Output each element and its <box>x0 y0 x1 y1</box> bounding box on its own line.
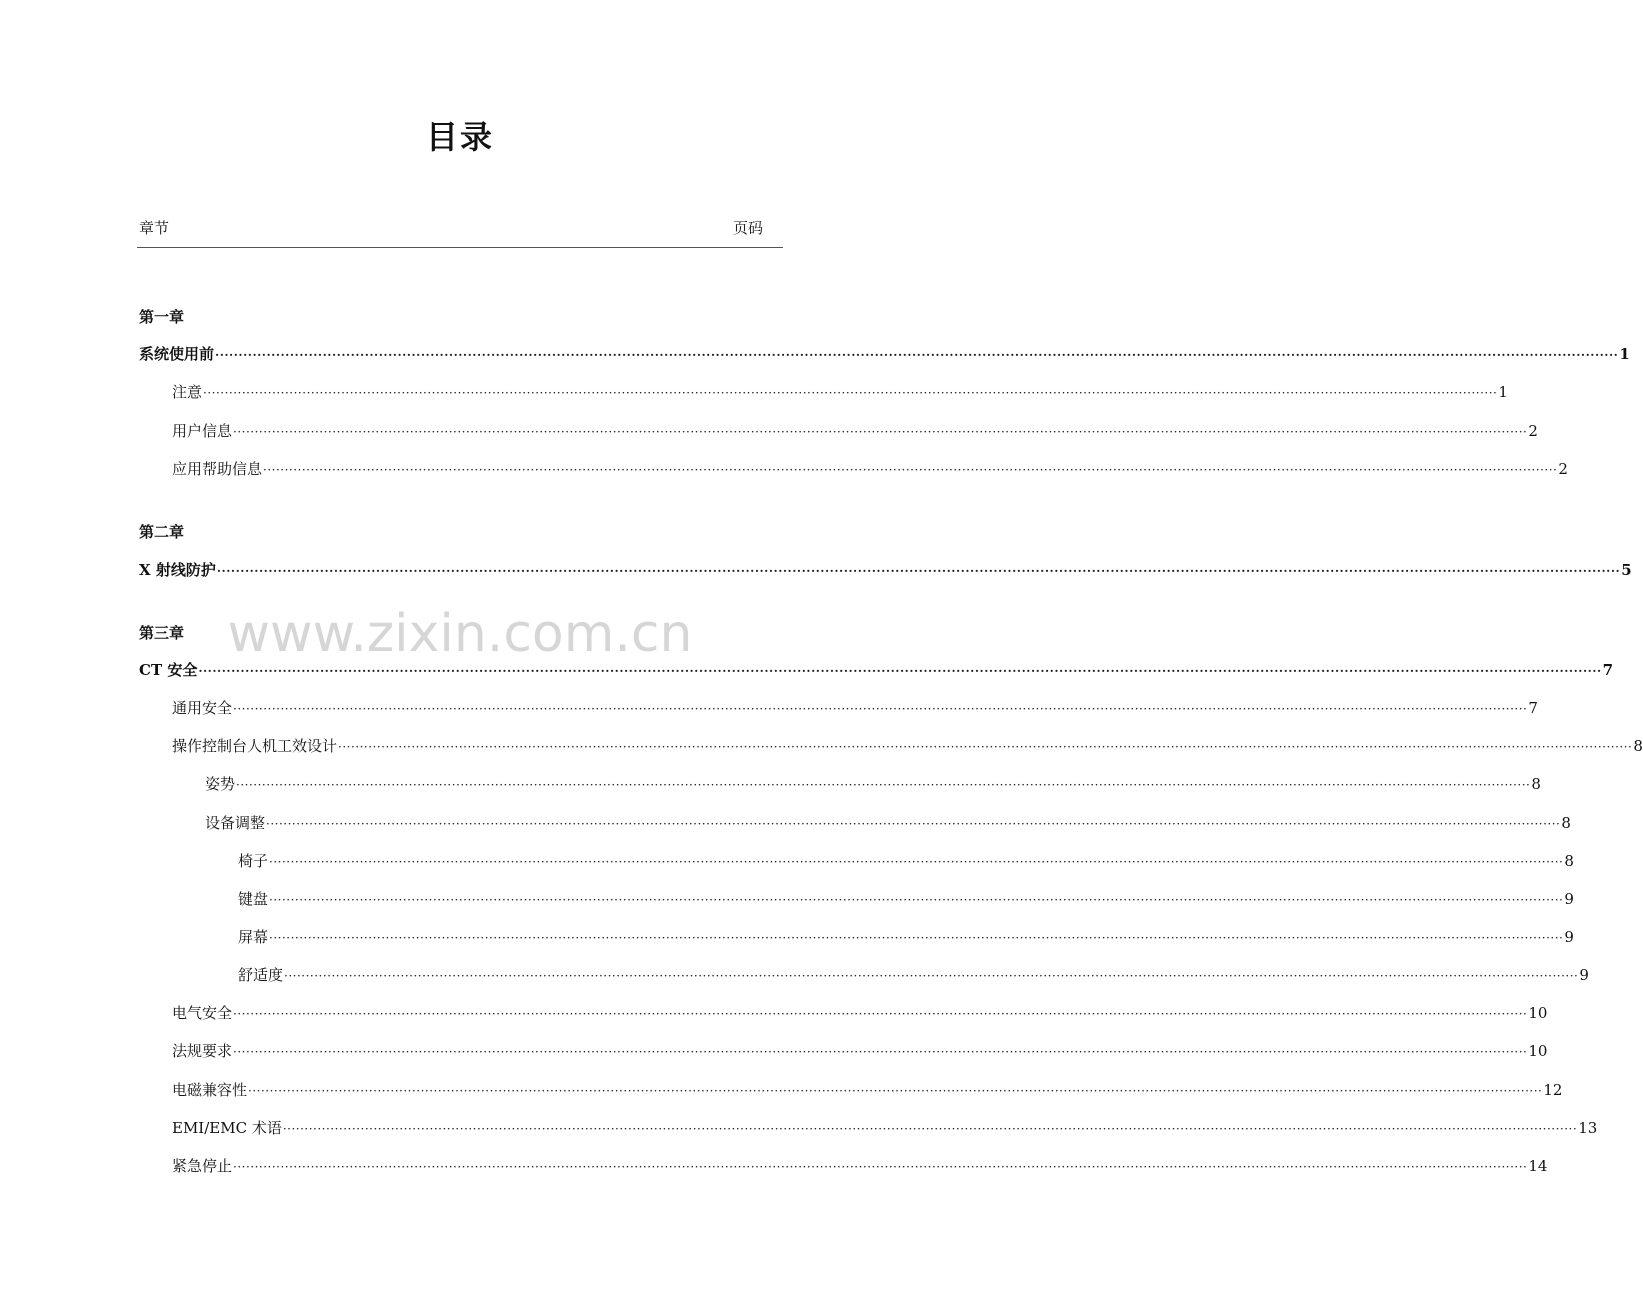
toc-entry[interactable] <box>172 381 1508 403</box>
toc-entry-label: 电磁兼容性 <box>172 1081 248 1099</box>
leader-dots: ············································································································································································································································································································ <box>282 1122 1578 1136</box>
toc-entry-page: 8 <box>1633 737 1643 755</box>
leader-dots: ············································································································································································································································································································ <box>233 702 1528 716</box>
leader-dots: ············································································································································································································································································································ <box>233 425 1528 439</box>
leader-dots: ············································································································································································································································································································ <box>216 564 1621 578</box>
toc-entry-label: 舒适度 <box>238 966 284 984</box>
toc-entry[interactable] <box>139 559 1632 581</box>
toc-entry[interactable] <box>172 735 1643 757</box>
toc-entry[interactable] <box>238 926 1574 948</box>
toc-entry-label: EMI/EMC 术语 <box>172 1119 282 1137</box>
toc-entry[interactable] <box>172 458 1568 480</box>
toc-entry-page: 9 <box>1564 928 1574 946</box>
leader-dots: ············································································································································································································································································································ <box>233 1045 1528 1059</box>
leader-dots: ············································································································································································································································································································ <box>215 348 1619 362</box>
toc-entry[interactable] <box>172 1155 1548 1177</box>
toc-entry-label: 通用安全 <box>172 699 233 717</box>
toc-entry-page: 14 <box>1528 1157 1548 1175</box>
chapter-heading: 第一章 <box>139 308 185 326</box>
leader-dots: ············································································································································································································································································································ <box>198 664 1602 678</box>
toc-entry-label: 操作控制台人机工效设计 <box>172 737 338 755</box>
toc-entry-page: 12 <box>1543 1081 1563 1099</box>
toc-entry[interactable] <box>172 1117 1598 1139</box>
toc-entry-page: 10 <box>1528 1042 1548 1060</box>
toc-entry[interactable] <box>238 850 1574 872</box>
toc-entry-page: 9 <box>1564 890 1574 908</box>
toc-entry-page: 9 <box>1579 966 1589 984</box>
leader-dots: ············································································································································································································································································································ <box>263 463 1558 477</box>
leader-dots: ············································································································································································································································································································ <box>248 1084 1543 1098</box>
toc-entry-page: 8 <box>1564 852 1574 870</box>
toc-entry[interactable] <box>205 812 1571 834</box>
leader-dots: ············································································································································································································································································································ <box>266 817 1561 831</box>
toc-entry-label: 椅子 <box>238 852 269 870</box>
leader-dots: ············································································································································································································································································································ <box>233 1007 1528 1021</box>
toc-entry-label: 系统使用前 <box>139 345 215 363</box>
leader-dots: ············································································································································································································································································································ <box>269 931 1564 945</box>
toc-entry-page: 10 <box>1528 1004 1548 1022</box>
section-column-label: 章节 <box>139 219 170 237</box>
toc-entry-page: 1 <box>1619 345 1630 363</box>
toc-entry[interactable] <box>238 888 1574 910</box>
toc-entry-label: CT 安全 <box>139 661 198 679</box>
toc-entry-label: 法规要求 <box>172 1042 233 1060</box>
toc-entry[interactable] <box>139 659 1614 681</box>
leader-dots: ············································································································································································································································································································ <box>284 969 1579 983</box>
toc-entry-label: 应用帮助信息 <box>172 460 263 478</box>
toc-entry-page: 5 <box>1621 561 1632 579</box>
toc-entry-page: 13 <box>1578 1119 1598 1137</box>
toc-entry[interactable] <box>139 343 1630 365</box>
toc-entry[interactable] <box>238 964 1589 986</box>
header-divider <box>137 247 783 248</box>
toc-entry-page: 2 <box>1528 422 1538 440</box>
toc-entry-label: 设备调整 <box>205 814 266 832</box>
toc-entry[interactable] <box>205 773 1541 795</box>
toc-entry-page: 7 <box>1528 699 1538 717</box>
leader-dots: ············································································································································································································································································································ <box>269 893 1564 907</box>
toc-entry[interactable] <box>172 420 1538 442</box>
toc-entry-page: 8 <box>1561 814 1571 832</box>
leader-dots: ············································································································································································································································································································ <box>338 740 1633 754</box>
toc-entry-label: X 射线防护 <box>139 561 216 579</box>
toc-entry-page: 8 <box>1531 775 1541 793</box>
toc-entry-label: 注意 <box>172 383 203 401</box>
toc-entry[interactable] <box>172 1040 1548 1062</box>
toc-entry-label: 紧急停止 <box>172 1157 233 1175</box>
leader-dots: ············································································································································································································································································································ <box>233 1160 1528 1174</box>
page-column-label: 页码 <box>732 219 763 237</box>
toc-entry-label: 用户信息 <box>172 422 233 440</box>
toc-entry[interactable] <box>172 697 1538 719</box>
page-title: 目录 <box>425 118 494 156</box>
toc-entry-page: 7 <box>1602 661 1614 679</box>
toc-entry-label: 电气安全 <box>172 1004 233 1022</box>
leader-dots: ············································································································································································································································································································ <box>269 855 1564 869</box>
toc-entry[interactable] <box>172 1079 1563 1101</box>
watermark: www.zixin.com.cn <box>227 604 693 664</box>
leader-dots: ············································································································································································································································································································ <box>236 778 1531 792</box>
toc-entry-label: 键盘 <box>238 890 269 908</box>
toc-entry[interactable] <box>172 1002 1548 1024</box>
toc-entry-page: 1 <box>1498 383 1508 401</box>
toc-entry-label: 屏幕 <box>238 928 269 946</box>
toc-entry-page: 2 <box>1558 460 1568 478</box>
toc-entry-label: 姿势 <box>205 775 236 793</box>
leader-dots: ············································································································································································································································································································ <box>203 386 1498 400</box>
chapter-heading: 第二章 <box>139 523 185 541</box>
chapter-heading: 第三章 <box>139 624 185 642</box>
